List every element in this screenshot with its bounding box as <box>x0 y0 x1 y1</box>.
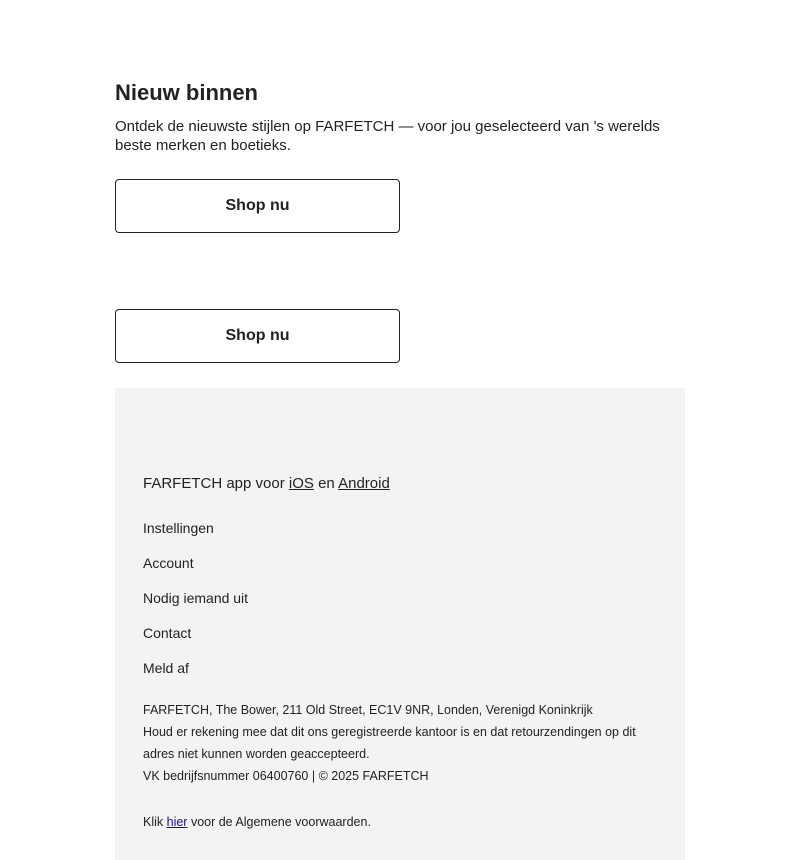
invite-link[interactable]: Nodig iemand uit <box>143 590 249 606</box>
contact-link[interactable]: Contact <box>143 625 192 641</box>
terms-link[interactable]: hier <box>166 815 188 829</box>
hero-title: Nieuw binnen <box>115 80 258 105</box>
ios-app-link[interactable]: iOS <box>288 475 314 492</box>
terms-prefix: Klik <box>143 815 167 829</box>
app-download-prefix: FARFETCH app voor <box>143 475 289 492</box>
company-address: FARFETCH, The Bower, 211 Old Street, EC1V 9NR, Londen, Verenigd Koninkrijk <box>143 703 593 717</box>
returns-notice: Houd er rekening mee dat dit ons geregistreerde kantoor is en dat retourzendingen op dit adres niet kunnen worden geaccepteerd. <box>143 725 636 761</box>
unsubscribe-link[interactable]: Meld af <box>143 660 189 676</box>
terms-suffix: voor de Algemene voorwaarden. <box>187 815 371 829</box>
email-footer <box>115 388 685 860</box>
hero-subtitle: Ontdek de nieuwste stijlen op FARFETCH — voor jou geselecteerd van 's werelds beste merken en boetieks. <box>115 118 660 154</box>
app-download-line <box>143 475 390 492</box>
footer-links <box>143 519 248 694</box>
shop-now-button[interactable]: Shop nu <box>115 179 400 233</box>
terms-line <box>143 815 371 829</box>
shop-now-button-secondary[interactable]: Shop nu <box>115 309 400 363</box>
settings-link[interactable]: Instellingen <box>143 520 214 536</box>
company-registration: VK bedrijfsnummer 06400760 | © 2025 FARFETCH <box>143 769 429 783</box>
legal-info <box>143 699 663 787</box>
app-download-and: en <box>313 475 339 492</box>
android-app-link[interactable]: Android <box>338 475 390 492</box>
account-link[interactable]: Account <box>143 555 194 571</box>
